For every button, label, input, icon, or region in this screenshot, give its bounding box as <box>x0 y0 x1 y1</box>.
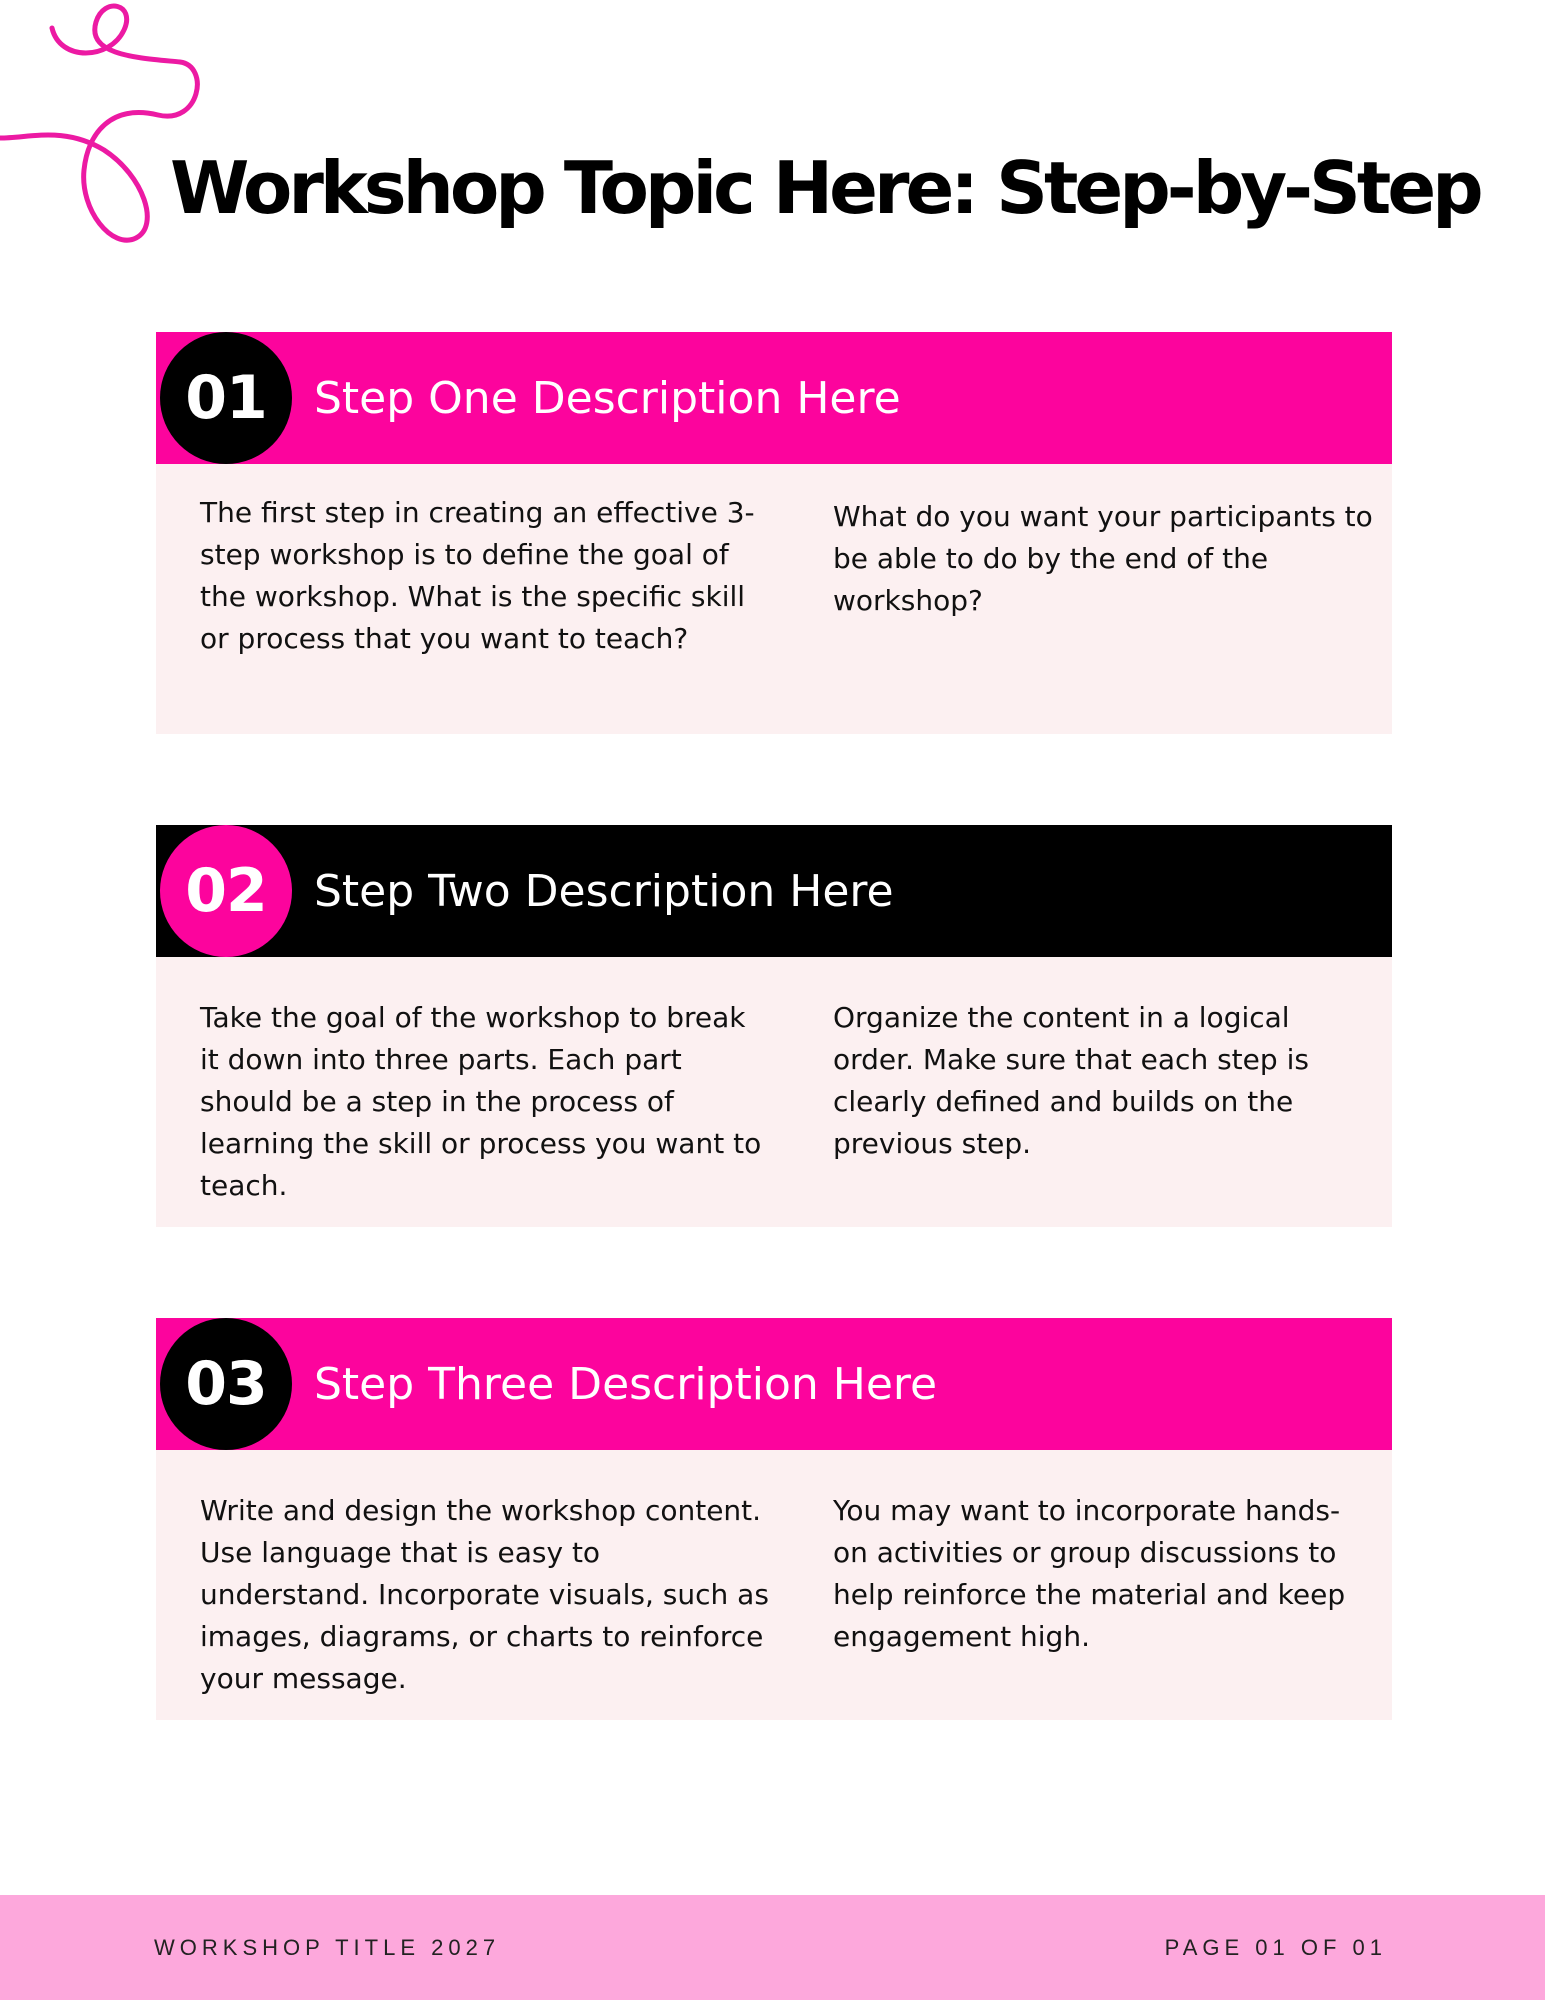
step-text-left: Take the goal of the workshop to break it down into three parts. Each part should be a step in the process of learning the skill or process you want to teach. <box>200 1001 762 1202</box>
page-title: Workshop Topic Here: Step-by-Step <box>170 146 1480 230</box>
step-heading: Step Three Description Here <box>314 1358 938 1410</box>
step-header-1 <box>156 332 1392 464</box>
step-text-left: The first step in creating an effective 3-step workshop is to define the goal of the workshop. What is the specific skill or process that you want to teach? <box>200 496 755 655</box>
step-text-right: What do you want your participants to be able to do by the end of the workshop? <box>833 500 1373 617</box>
step-text-left: Write and design the workshop content. Use language that is easy to understand. Incorporate visuals, such as images, diagrams, or charts to reinforce your message. <box>200 1494 769 1695</box>
step-number-badge: 03 <box>160 1318 292 1450</box>
step-heading: Step One Description Here <box>314 372 901 424</box>
step-card-3 <box>156 1318 1392 1720</box>
step-text-right: You may want to incorporate hands-on activities or group discussions to help reinforce the material and keep engagement high. <box>833 1494 1346 1653</box>
step-body-3 <box>156 1450 1392 1720</box>
step-body-1 <box>156 464 1392 734</box>
page-footer <box>0 1895 1545 2000</box>
step-header-2 <box>156 825 1392 957</box>
step-number-badge: 02 <box>160 825 292 957</box>
footer-workshop-title: WORKSHOP TITLE 2027 <box>154 1935 501 1960</box>
step-card-1 <box>156 332 1392 734</box>
footer-page-number: PAGE 01 OF 01 <box>1164 1935 1387 1960</box>
step-text-right: Organize the content in a logical order. Make sure that each step is clearly defined and builds on the previous step. <box>833 1001 1309 1160</box>
step-number-badge: 01 <box>160 332 292 464</box>
step-body-2 <box>156 957 1392 1227</box>
step-card-2 <box>156 825 1392 1227</box>
step-heading: Step Two Description Here <box>314 865 894 917</box>
step-header-3 <box>156 1318 1392 1450</box>
